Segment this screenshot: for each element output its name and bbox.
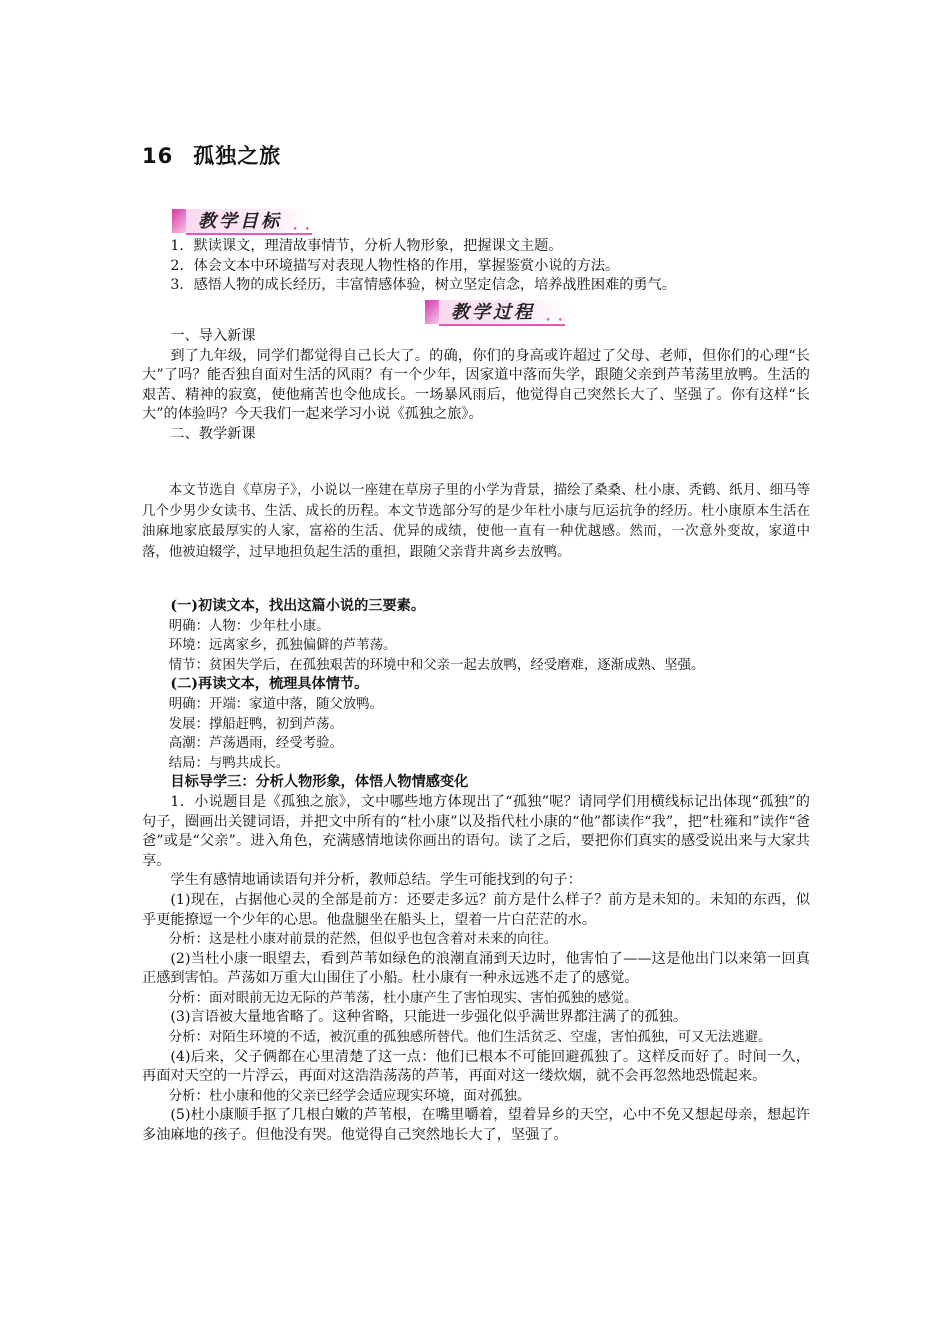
reading-tasks (142, 597, 810, 1146)
section-heading: 二、教学新课 (170, 425, 256, 442)
lesson-number: 16 (142, 144, 174, 168)
quoted-sentence: (4)后来，父子俩都在心里清楚了这一点：他们已根本不可能回避孤独了。这样反而好了。时间一久，再面对天空的一片浮云，再面对这浩浩荡荡的芦苇，再面对这一缕炊烟，就不会再忽然地恐慌起来。 (142, 1048, 810, 1085)
lesson-title (142, 140, 281, 170)
intro-paragraph: 到了九年级，同学们都觉得自己长大了。的确，你们的身高或许超过了父母、老师，但你们的心理“长大”了吗？能否独自面对生活的风雨？有一个少年，因家道中落而失学，跟随父亲到芦苇荡里放鸭。生活的艰苦、精神的寂寞，使他痛苦也令他成长。一场暴风雨后，他觉得自己突然长大了、坚强了。你有这样“长大”的体验吗？今天我们一起来学习小说《孤独之旅》。 (142, 347, 810, 423)
task-heading: (一)初读文本，找出这篇小说的三要素。 (170, 598, 426, 614)
section-heading: 一、导入新课 (170, 328, 256, 344)
analysis-line: 分析：这是杜小康对前景的茫然，但似乎也包含着对未来的向往。 (168, 932, 558, 948)
objective-item: 2．体会文本中环境描写对表现人物性格的作用，掌握鉴赏小说的方法。 (170, 257, 620, 274)
objectives-banner (172, 207, 312, 237)
analysis-line: 分析：对陌生环境的不适，被沉重的孤独感所替代。他们生活贫乏、空虚，害怕孤独，可又无法逃避。 (168, 1030, 772, 1046)
summary-paragraph: 学生有感情地诵读语句并分析，教师总结。学生可能找到的句子： (170, 872, 582, 889)
answer-line: 明确：人物：少年杜小康。 (168, 618, 330, 634)
quoted-sentence: (3)言语被大量地省略了。这种省略，只能进一步强化似乎满世界都注满了的孤独。 (170, 1009, 688, 1026)
section-intro (142, 327, 810, 445)
banner-tab-decoration (172, 209, 186, 233)
answer-line: 环境：远离家乡，孤独偏僻的芦苇荡。 (168, 638, 397, 654)
process-banner (425, 298, 565, 328)
quoted-sentence: (2)当杜小康一眼望去，看到芦苇如绿色的浪潮直涌到天边时，他害怕了——这是他出门以来第一回真正感到害怕。芦荡如万重大山围住了小船。杜小康有一种永远逃不走了的感觉。 (142, 950, 810, 987)
banner-dots-decoration: • • (292, 225, 312, 235)
task-heading: (二)再读文本，梳理具体情节。 (170, 676, 369, 693)
answer-line: 发展：撑船赶鸭，初到芦荡。 (168, 716, 343, 732)
process-banner-label: 教学过程 (451, 302, 535, 323)
background-paragraph-block (142, 481, 810, 563)
analysis-line: 分析：面对眼前无边无际的芦苇荡，杜小康产生了害怕现实、害怕孤独的感觉。 (168, 990, 638, 1006)
task-paragraph: 1．小说题目是《孤独之旅》，文中哪些地方体现出了“孤独”呢？请同学们用横线标记出体现“孤独”的句子，圈画出关键词语，并把文中所有的“杜小康”以及指代杜小康的“他”都读作“我”，把“杜雍和”读作“爸爸”或是“父亲”。进入角色，充满感情地读你画出的语句。读了之后，要把你们真实的感受说出来与大家共享。 (142, 793, 810, 869)
answer-line: 明确：开端：家道中落，随父放鸭。 (168, 696, 384, 712)
objective-item: 1．默读课文，理清故事情节，分析人物形象，把握课文主题。 (170, 238, 563, 254)
quoted-sentence: (5)杜小康顺手抠了几根白嫩的芦苇根，在嘴里嚼着，望着异乡的天空，心中不免又想起母亲，想起许多油麻地的孩子。但他没有哭。他觉得自己突然地长大了，坚强了。 (142, 1107, 810, 1144)
answer-line: 结局：与鸭共成长。 (168, 755, 290, 771)
objectives-banner-label: 教学目标 (198, 211, 282, 232)
lesson-name: 孤独之旅 (193, 144, 282, 168)
background-paragraph: 本文节选自《草房子》，小说以一座建在草房子里的小学为背景，描绘了桑桑、杜小康、秃鹤、纸月、细马等几个少男少女读书、生活、成长的历程。本文节选部分写的是少年杜小康与厄运抗争的经历。杜小康原本生活在油麻地家底最厚实的人家，富裕的生活、优异的成绩，使他一直有一种优越感。然而，一次意外变故，家道中落，他被迫辍学，过早地担负起生活的重担，跟随父亲背井离乡去放鸭。 (142, 483, 810, 560)
answer-line: 情节：贫困失学后，在孤独艰苦的环境中和父亲一起去放鸭，经受磨难，逐渐成熟、坚强。 (168, 657, 705, 673)
objective-item: 3．感悟人物的成长经历，丰富情感体验，树立坚定信念，培养战胜困难的勇气。 (170, 277, 676, 294)
quoted-sentence: (1)现在，占据他心灵的全部是前方：还要走多远？前方是什么样子？前方是未知的。未知的东西，似乎更能撩逗一个少年的心思。他盘腿坐在船头上，望着一片白茫茫的水。 (142, 891, 810, 928)
banner-tab-decoration (425, 300, 439, 324)
banner-dots-decoration: • • (545, 316, 565, 326)
answer-line: 高潮：芦荡遇雨，经受考验。 (168, 736, 343, 752)
analysis-line: 分析：杜小康和他的父亲已经学会适应现实环境，面对孤独。 (168, 1088, 531, 1104)
task-heading: 目标导学三：分析人物形象，体悟人物情感变化 (170, 774, 469, 791)
objectives-list (142, 237, 810, 296)
